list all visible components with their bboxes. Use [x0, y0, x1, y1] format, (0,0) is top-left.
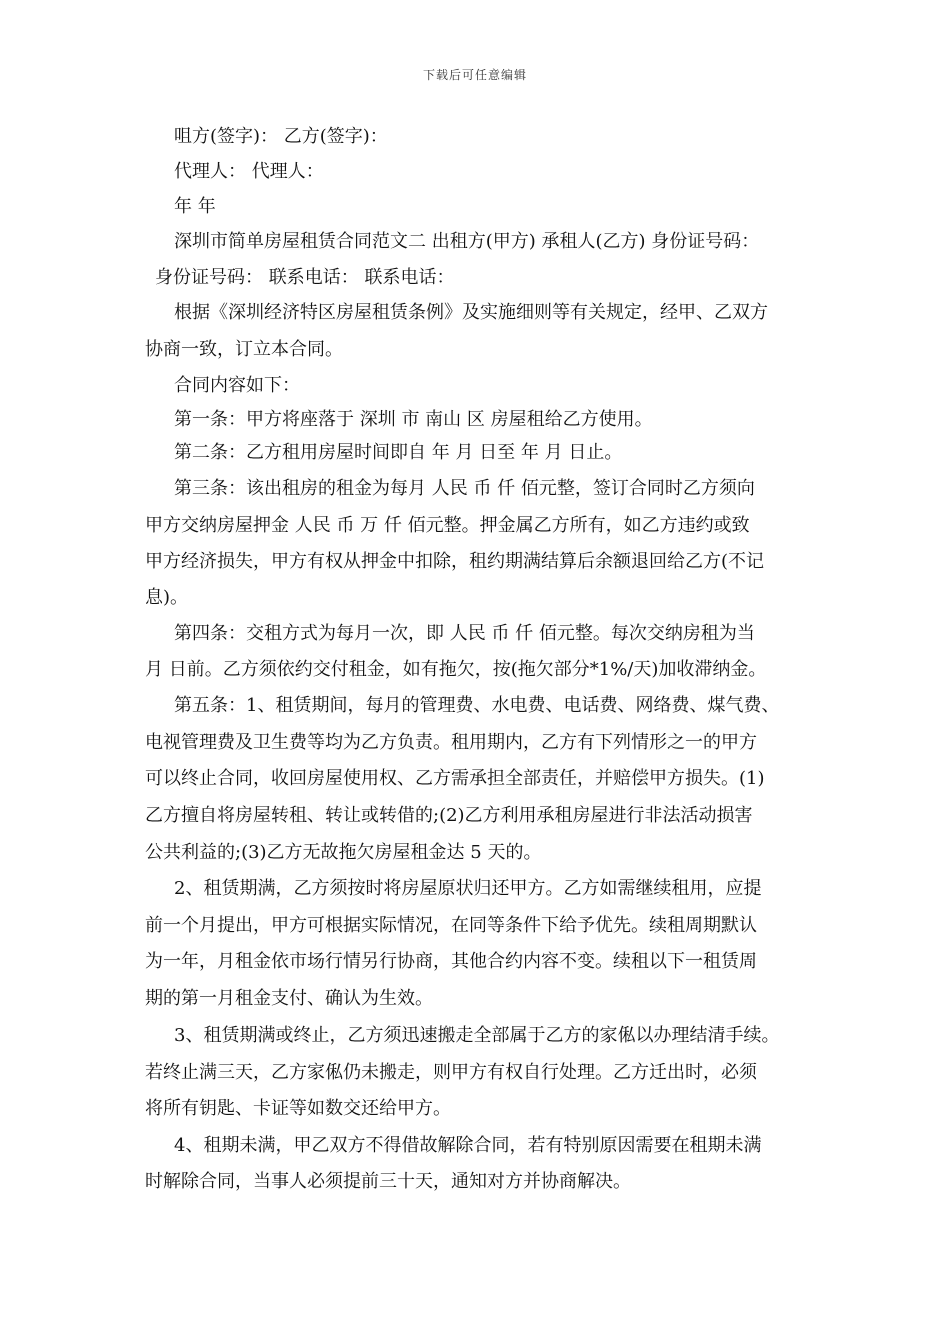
paragraph-line: 公共利益的;(3)乙方无故拖欠房屋租金达 5 天的。 [145, 842, 542, 863]
paragraph-line: 根据《深圳经济特区房屋租赁条例》及实施细则等有关规定，经甲、乙双方 [174, 302, 768, 323]
paragraph-line: 甲方经济损失，甲方有权从押金中扣除，租约期满结算后余额退回给乙方(不记 [145, 551, 765, 572]
article-2: 第二条：乙方租用房屋时间即自 年 月 日至 年 月 日止。 [174, 442, 623, 463]
paragraph-line: 将所有钥匙、卡证等如数交还给甲方。 [145, 1098, 451, 1119]
section-heading: 合同内容如下： [174, 375, 300, 396]
paragraph-line: 可以终止合同，收回房屋使用权、乙方需承担全部责任，并赔偿甲方损失。(1) [145, 768, 765, 789]
paragraph-line: 若终止满三天，乙方家俬仍未搬走，则甲方有权自行处理。乙方迁出时，必须 [145, 1062, 757, 1083]
paragraph-line: 月 日前。乙方须依约交付租金，如有拖欠，按(拖欠部分*1%/天)加收滞纳金。 [145, 659, 767, 680]
clause-3: 3、租赁期满或终止，乙方须迅速搬走全部属于乙方的家俬以办理结清手续。 [174, 1025, 780, 1046]
signature-line: 咀方(签字)： 乙方(签字)： [174, 126, 388, 147]
id-contact-line: 身份证号码： 联系电话： 联系电话： [155, 267, 455, 288]
paragraph-line: 期的第一月租金支付、确认为生效。 [145, 988, 433, 1009]
paragraph-line: 乙方擅自将房屋转租、转让或转借的;(2)乙方利用承租房屋进行非法活动损害 [145, 805, 753, 826]
year-line: 年 年 [174, 196, 216, 217]
agent-line: 代理人： 代理人： [174, 161, 324, 182]
paragraph-line: 甲方交纳房屋押金 人民 币 万 仟 佰元整。押金属乙方所有，如乙方违约或致 [145, 515, 750, 536]
page-header: 下载后可任意编辑 [422, 68, 527, 82]
paragraph-line: 时解除合同，当事人必须提前三十天，通知对方并协商解决。 [145, 1171, 631, 1192]
article-3: 第三条：该出租房的租金为每月 人民 币 仟 佰元整，签订合同时乙方须向 [174, 478, 755, 499]
paragraph-line: 前一个月提出，甲方可根据实际情况，在同等条件下给予优先。续租周期默认 [145, 915, 757, 936]
clause-4: 4、租期未满，甲乙双方不得借故解除合同，若有特别原因需要在租期未满 [174, 1135, 762, 1156]
paragraph-line: 为一年，月租金依市场行情另行协商，其他合约内容不变。续租以下一租赁周 [145, 951, 757, 972]
paragraph-line: 协商一致，订立本合同。 [145, 339, 343, 360]
article-1: 第一条：甲方将座落于 深圳 市 南山 区 房屋租给乙方使用。 [174, 409, 653, 430]
clause-2: 2、租赁期满，乙方须按时将房屋原状归还甲方。乙方如需继续租用，应提 [174, 878, 762, 899]
paragraph-line: 电视管理费及卫生费等均为乙方负责。租用期内，乙方有下列情形之一的甲方 [145, 732, 757, 753]
article-4: 第四条：交租方式为每月一次，即 人民 币 仟 佰元整。每次交纳房租为当 [174, 623, 755, 644]
paragraph-line: 息)。 [145, 587, 189, 608]
contract-title-line: 深圳市简单房屋租赁合同范文二 出租方(甲方) 承租人(乙方) 身份证号码： [174, 231, 760, 252]
article-5: 第五条：1、租赁期间，每月的管理费、水电费、电话费、网络费、煤气费、 [174, 695, 780, 716]
